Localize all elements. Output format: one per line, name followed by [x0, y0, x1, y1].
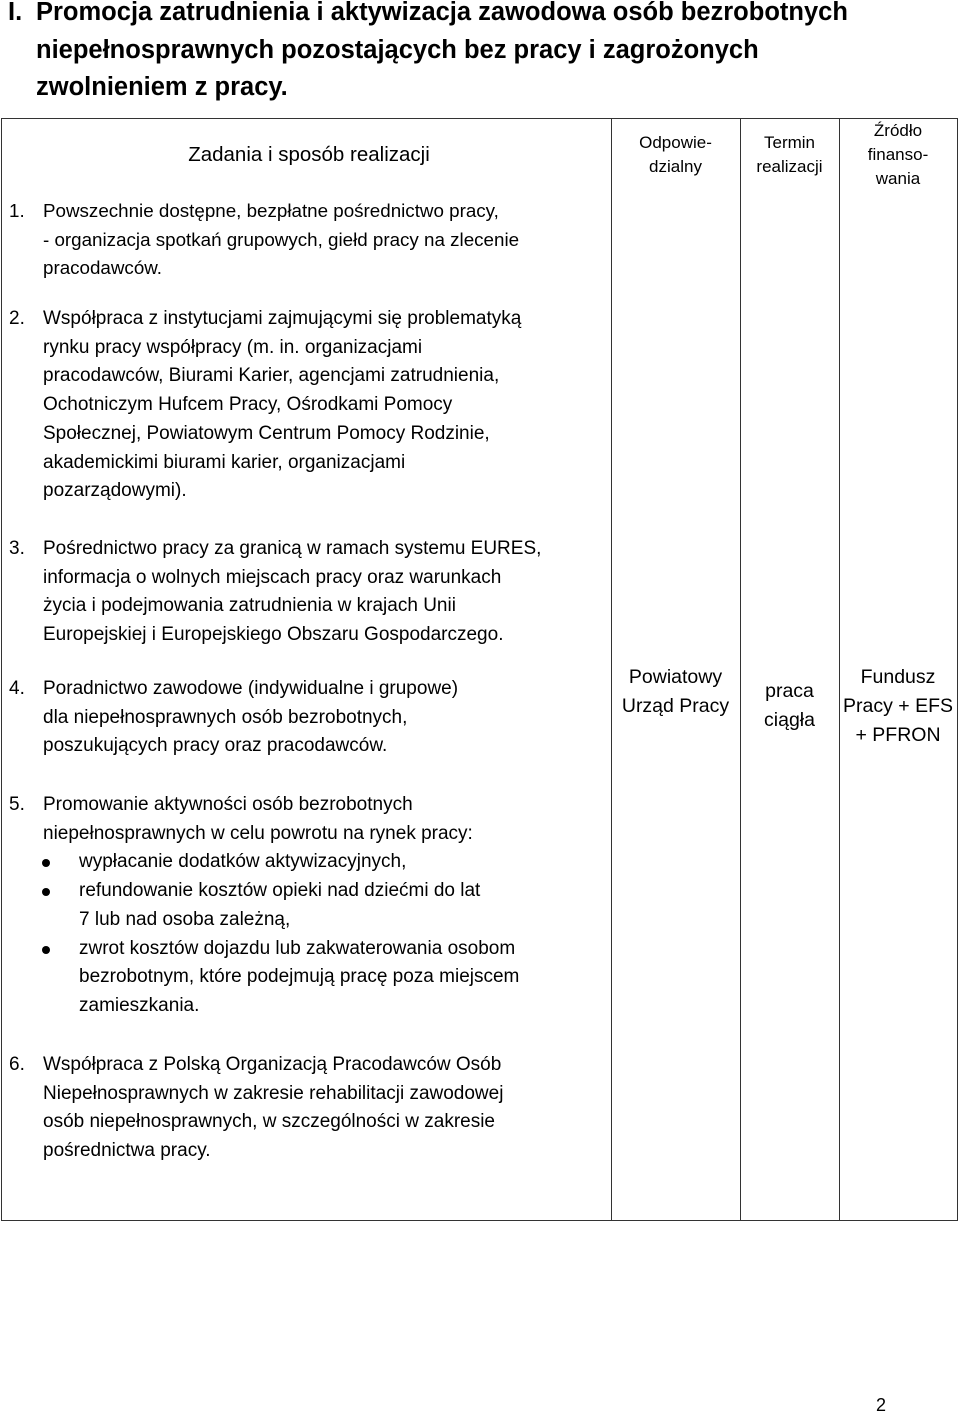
- tasks-table: [1, 118, 958, 1221]
- bullet-icon: [42, 888, 50, 896]
- responsible-value: Powiatowy Urząd Pracy: [621, 666, 730, 717]
- title-line-2: niepełnosprawnych pozostających bez pracy i zagrożonych: [36, 35, 759, 64]
- list-item: refundowanie kosztów opieki nad dziećmi do lat 7 lub nad osoba zależną,: [43, 877, 607, 934]
- header-source: Źródło finanso- wania: [867, 121, 929, 188]
- task-text: Pośrednictwo pracy za granicą w ramach systemu EURES, informacja o wolnych miejscach pracy oraz warunkach życia i podejmowania zatrudnienia w krajach Unii Europejskiej i Europejskiego Obszaru Gospodarczego.: [43, 538, 542, 646]
- column-divider: [740, 119, 741, 1220]
- task-text: Promowanie aktywności osób bezrobotnych niepełnosprawnych w celu powrotu na rynek pracy: wypłacanie dodatków aktywizacyjnych, refundowanie kosztów opieki nad dziećmi do lat 7 lub nad osoba zależną, zwrot kosztów dojazdu lub zakwaterowania osobom bezrobotnym, które podejmują pracę poza miejscem zamieszkania.: [43, 791, 607, 1021]
- title-line-3: zwolnieniem z pracy.: [36, 73, 288, 101]
- task-number: 1.: [9, 200, 25, 221]
- list-item: wypłacanie dodatków aktywizacyjnych,: [43, 848, 607, 877]
- header-responsible: Odpowie- dzialny: [639, 133, 712, 176]
- task-number: 6.: [9, 1054, 25, 1075]
- header-tasks: Zadania i sposób realizacji: [188, 143, 430, 166]
- title-prefix: I.: [8, 0, 23, 26]
- task-item-6: [9, 1051, 607, 1166]
- task-item-3: [9, 535, 607, 650]
- task-number: 5.: [9, 794, 25, 815]
- task-number: 4.: [9, 678, 25, 699]
- task-item-4: [9, 675, 607, 761]
- task-number: 3.: [9, 538, 25, 559]
- source-value: Fundusz Pracy + EFS + PFRON: [843, 666, 953, 746]
- task-text: Poradnictwo zawodowe (indywidualne i grupowe) dla niepełnosprawnych osób bezrobotnych, poszukujących pracy oraz pracodawców.: [43, 678, 459, 757]
- bullet-icon: [42, 946, 50, 954]
- bullet-list: [43, 848, 607, 1020]
- task-item-1: [9, 197, 607, 283]
- task-text: Powszechnie dostępne, bezpłatne pośrednictwo pracy, - organizacja spotkań grupowych, giełd pracy na zlecenie pracodawców.: [43, 200, 520, 279]
- task-text: Współpraca z instytucjami zajmującymi się problematyką rynku pracy współpracy (m. in. organizacjami pracodawców, Biurami Karier, agencjami zatrudnienia, Ochotniczym Hufcem Pracy, Ośrodkami Pomocy Społecznej, Powiatowym Centrum Pomocy Rodzinie, akademickimi biurami karier, organizacjami pozarządowymi).: [43, 308, 522, 502]
- bullet-icon: [42, 859, 50, 867]
- page-number: 2: [876, 1395, 887, 1415]
- section-title: [8, 0, 938, 107]
- task-item-5: [9, 791, 607, 1021]
- header-term: Termin realizacji: [756, 133, 823, 176]
- list-item: zwrot kosztów dojazdu lub zakwaterowania osobom bezrobotnym, które podejmują pracę poza miejscem zamieszkania.: [43, 935, 607, 1021]
- term-value: praca ciągła: [764, 680, 815, 731]
- task-item-2: [9, 305, 607, 506]
- task-text: Współpraca z Polską Organizacją Pracodawców Osób Niepełnosprawnych w zakresie rehabilitacji zawodowej osób niepełnosprawnych, w szczególności w zakresie pośrednictwa pracy.: [43, 1054, 504, 1162]
- title-line-1: I. Promocja zatrudnienia i aktywizacja zawodowa osób bezrobotnych: [8, 0, 938, 32]
- task-number: 2.: [9, 308, 25, 329]
